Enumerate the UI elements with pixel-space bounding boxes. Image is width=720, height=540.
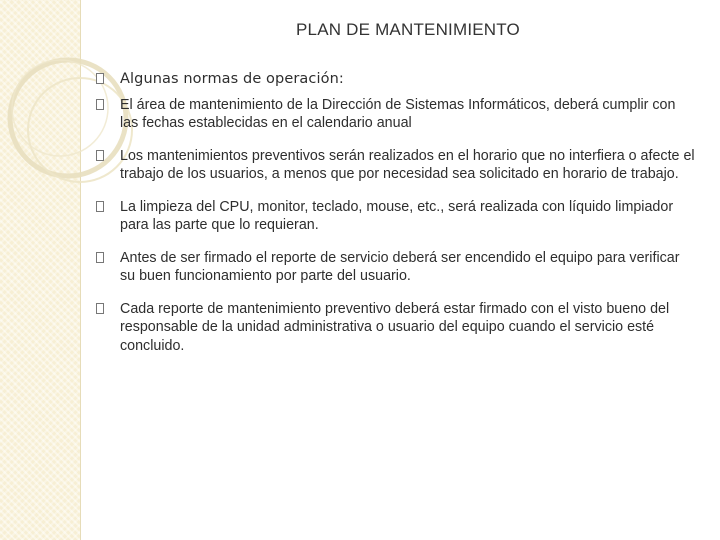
- list-item-text: El área de mantenimiento de la Dirección de Sistemas Informáticos, deberá cumplir con las fechas establecidas en el calendario anual: [120, 96, 676, 131]
- bullet-list: [96, 70, 696, 355]
- list-item-text: La limpieza del CPU, monitor, teclado, mouse, etc., será realizada con líquido limpiador para las parte que lo requieran.: [120, 198, 674, 233]
- list-item: [96, 249, 696, 286]
- list-item: [96, 96, 696, 133]
- square-bullet-icon: [96, 303, 104, 314]
- list-item-text: Los mantenimientos preventivos serán realizados en el horario que no interfiera o afecte el trabajo de los usuarios, a menos que por necesidad sea solicitado en horario de trabajo.: [120, 147, 695, 182]
- square-bullet-icon: [96, 201, 104, 212]
- list-item: [96, 70, 696, 89]
- square-bullet-icon: [96, 252, 104, 263]
- list-item: [96, 300, 696, 356]
- square-bullet-icon: [96, 150, 104, 161]
- list-item-text: Algunas normas de operación:: [120, 71, 344, 87]
- square-bullet-icon: [96, 73, 104, 84]
- list-item: [96, 147, 696, 184]
- list-item-text: Cada reporte de mantenimiento preventivo deberá estar firmado con el visto bueno del responsable de la unidad administrativa o usuario del equipo cuando el servicio esté concluido.: [120, 300, 670, 354]
- list-item: [96, 198, 696, 235]
- list-item-text: Antes de ser firmado el reporte de servicio deberá ser encendido el equipo para verificar su buen funcionamiento por parte del usuario.: [120, 249, 680, 284]
- decorative-side-panel: [0, 0, 81, 540]
- slide-title: PLAN DE MANTENIMIENTO: [296, 20, 520, 39]
- square-bullet-icon: [96, 99, 104, 110]
